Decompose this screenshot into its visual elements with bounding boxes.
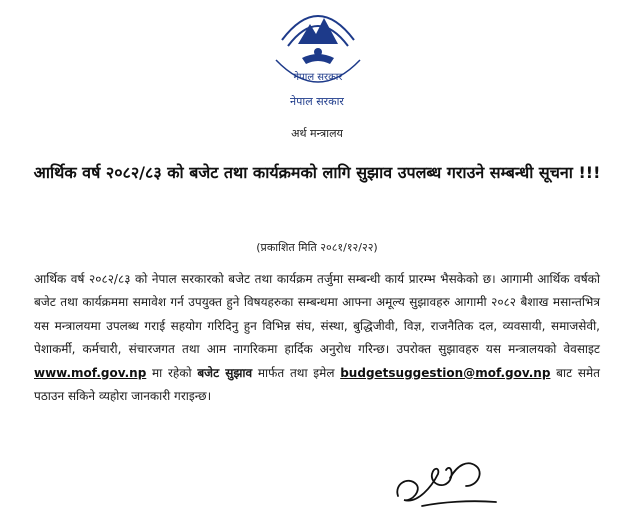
emblem-caption: नेपाल सरकार	[290, 95, 344, 108]
emblem-text: नेपाल सरकार	[293, 72, 343, 83]
body-text-part-2: मा रहेको	[146, 365, 198, 380]
body-text-part-1: आर्थिक वर्ष २०८२/८३ को नेपाल सरकारको बजेट तथा कार्यक्रम तर्जुमा सम्बन्धी कार्य प्रारम्भ भैसकेको छ। आगामी आर्थिक वर्षको बजेट तथा कार्यक्रममा समावेश गर्न उपयुक्त हुने विषयहरुका सम्बन्धमा आफ्ना अमूल्य सुझावहरु आगामी २०८२ बैशाख मसान्तभित्र यस मन्त्रालयमा उपलब्ध गराई सहयोग गरिदिनु हुन विभिन्न संघ, संस्था, बुद्धिजीवी, विज्ञ, राजनैतिक दल, व्यवसायी, समाजसेवी, पेशाकर्मी, कर्मचारी, संचारजगत तथा आम नागरिकमा हार्दिक अनुरोध गरिन्छ। उपरोक्त सुझावहरु यस मन्त्रालयको वेवसाइट	[34, 272, 600, 357]
government-emblem-icon	[262, 0, 374, 100]
website-link[interactable]: www.mof.gov.np	[34, 365, 147, 380]
email-link[interactable]: budgetsuggestion@mof.gov.np	[340, 365, 551, 380]
body-text-part-3: मार्फत तथा इमेल	[252, 365, 341, 380]
notice-title: आर्थिक वर्ष २०८२/८३ को बजेट तथा कार्यक्रमको लागि सुझाव उपलब्ध गराउने सम्बन्धी सूचना !!!	[33, 163, 601, 182]
body-text-part-4: बाट समेत पठाउन सकिने व्यहोरा जानकारी गराइन्छ।	[34, 365, 600, 404]
ministry-name: अर्थ मन्त्रालय	[291, 127, 343, 140]
notice-body	[34, 268, 600, 408]
budget-suggestion-label: बजेट सुझाव	[197, 365, 253, 380]
signature	[392, 456, 502, 512]
publication-date: (प्रकाशित मिति २०८१/१२/२२)	[256, 241, 378, 254]
